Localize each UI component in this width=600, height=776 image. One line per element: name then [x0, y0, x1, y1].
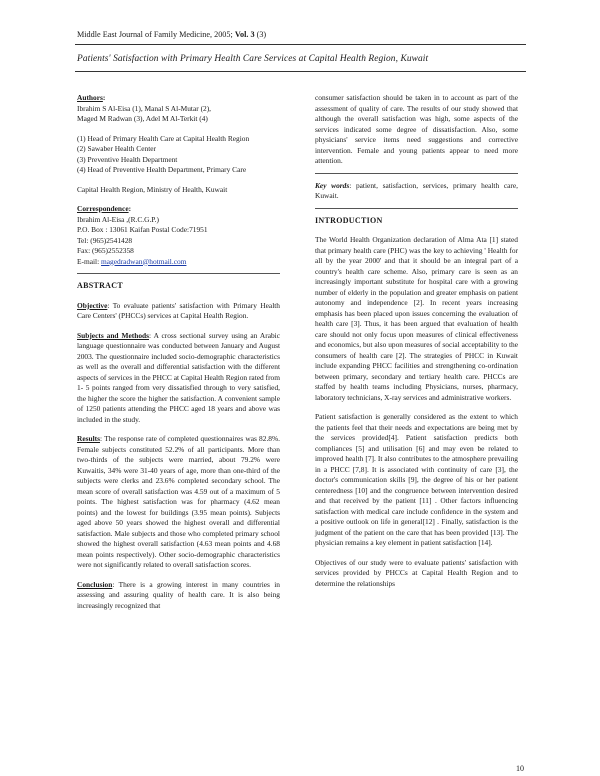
affiliation-2: (2) Sawaber Health Center: [77, 144, 157, 153]
right-column: [315, 93, 518, 589]
authors-line-1: Ibrahim S Al-Eisa (1), Manal S Al-Mutar (2),: [77, 103, 212, 113]
email-link[interactable]: magedradwan@hotmail.com: [101, 256, 187, 266]
abstract-heading: ABSTRACT: [77, 281, 123, 290]
header-rule: [75, 44, 526, 45]
running-header: Middle East Journal of Family Medicine, 2005; Vol. 3 (3): [77, 30, 267, 39]
institution: Capital Health Region, Ministry of Health, Kuwait: [77, 184, 228, 194]
keywords-separator: [315, 173, 518, 174]
introduction-paragraph-2: Patient satisfaction is generally considered as the extent to which the patients feel that their needs and expectations are being met by the services provided[4]. Patient satisfaction predicts both compliances [5] and utilisation [6] and may even be related to improved health [7]. It also contributes to the atmosphere prevailing in a PHCC [7,8]. It is associated with continuity of care [3], the doctor's communication skills [9], the degree of his or her patient centeredness [10] and the congruence between intervention desired and that received by the patient [11] . Other factors influencing satisfaction with medical care include confidence in the system and a positive outlook on life in general[12] . Finally, satisfaction is the judgment of the patient on the care that has been provided [13]. The physician remains a key element in patient satisfaction [14].: [315, 412, 518, 547]
abstract-methods: Subjects and Methods: A cross sectional survey using an Arabic language questionnaire was conducted between January and August 2003. The questionnaire included socio-demographic characteristics as well as the overall and differential satisfaction with the different aspects of services in the PHCC at Capital Health Region rated from 1- 5 points ranged from very dissatisfied through to very satisfied, the higher the score the higher the satisfaction. A convenient sample of 1250 patients attending the PHCC aged 18 years and above was included in the study.: [77, 330, 281, 424]
abstract-results: Results: The response rate of completed questionnaires was 82.8%. Female subjects constituted 52.2% of all participants. More than two-thirds of the subjects were married, about 79.2% were Kuwaitis, 34% were 31-40 years of age, more than one-third of the subjects were clerks and 23.6% completed secondary school. The mean score of overall satisfaction was 4.59 out of a maximum of 5 points. The highest satisfaction was for pharmacy (4.62 mean points) and the lowest for buildings (3.95 mean points). Subjects aged above 50 years showed the highest overall and differential satisfaction. Male subjects and those who completed primary school showed the highest overall satisfaction (4.63 mean points and 4.68 mean points respectively). Other socio-demographic characteristics were not significantly related to overall satisfaction scores.: [77, 434, 280, 569]
abstract-conclusion-continued: consumer satisfaction should be taken in to account as part of the assessment of quality of care. The results of our study showed that although the overall satisfaction was high, some aspects of the services indicated some degree of dissatisfaction. Also, some physicians' service items need suggestions and corrective intervention. Female and young patients appear to need more attention.: [315, 93, 518, 165]
abstract-conclusion: Conclusion: There is a growing interest in many countries in assessing and assuring quality of health care. It is also being increasingly recognized that: [77, 579, 280, 610]
introduction-heading: INTRODUCTION: [315, 215, 383, 225]
keywords: Key words: patient, satisfaction, services, primary health care, Kuwait.: [315, 180, 518, 200]
affiliation-4: (4) Head of Preventive Health Department, Primary Care: [77, 165, 247, 174]
article-title: Patients' Satisfaction with Primary Health Care Services at Capital Health Region, Kuwait: [77, 54, 429, 64]
correspondence-name: Ibrahim Al-Eisa ,(R.C.G.P.): [77, 214, 159, 224]
abstract-objective: Objective: To evaluate patients' satisfaction with Primary Health Care Centers' (PHCCs) services at Capital Health Region.: [77, 300, 280, 320]
affiliation-1: (1) Head of Primary Health Care at Capital Health Region: [77, 133, 250, 143]
correspondence-tel: Tel: (965)2541428: [77, 235, 133, 245]
introduction-separator: [315, 208, 518, 209]
correspondence-heading: Correspondence: [77, 204, 129, 213]
correspondence-fax: Fax: (965)2552358: [77, 246, 134, 255]
introduction-paragraph-1: The World Health Organization declaration of Alma Ata [1] stated that primary health care (PHC) was the key to achieving ' Health for all by the year 2000' and that it should be an integral part of a country's health care scheme. Also, primary care is seen as an increasingly important substitute for hospital care with a growing number of elderly in the population and greater emphasis on patient autonomy and independence [2]. In recent years increasing emphasis has been placed upon issues concerning the evaluation of health care [3]. Thus, it has been argued that evaluation of health care should not only focus upon measures of clinical effectiveness and economics, but also upon measures of social acceptability to the consumers of health care [2]. The strategies of PHCC in Kuwait include expanding PHCC facilities and strengthening co-ordination between primary, secondary and tertiary health care. PHCCs are staffed by health teams including Physicians, nurses, pharmacy, laboratory technicians, X-ray services and administrative workers.: [315, 235, 518, 402]
affiliation-3: (3) Preventive Health Department: [77, 154, 178, 164]
authors-heading: Authors: [77, 93, 103, 102]
page-number: 10: [516, 764, 524, 773]
introduction-paragraph-3: Objectives of our study were to evaluate patients' satisfaction with services provided by PHCCs at Capital Health Region and to determine the relationships: [315, 557, 518, 588]
abstract-separator: [77, 273, 280, 274]
authors-line-2: Maged M Radwan (3), Adel M Al-Terkit (4): [77, 114, 208, 123]
title-rule: [75, 71, 526, 72]
correspondence-po-box: P.O. Box : 13061 Kaifan Postal Code:71951: [77, 225, 208, 234]
left-column: Authors: Ibrahim S Al-Eisa (1), Manal S Al-Mutar (2), Maged M Radwan (3), Adel M Al-Terkit (4) (1) Head of Primary Health Care at Capital Health Region (2) Sawaber Health Center (3) Preventive Health Department (4) Head of Preventive Health Department, Primary Care Capital Health Region, Ministry of Health, Kuwait Correspondence: Ibrahim Al-Eisa ,(R.C.G.P.) P.O. Box : 13061 Kaifan Postal Code:71951 Tel: (965)2541428 Fax: (965)2552358 E-mail: magedradwan@hotmail.com ABSTRACT Objective: To evaluate patients' satisfaction with Primary Health Care Centers' (PHCCs) services at Capital Health Region. Subjects and Methods: A cross sectional survey using an Arabic language questionnaire was conducted between January and August 2003. The questionnaire included socio-demographic characteristics as well as the overall and differential satisfaction with the different aspects of services in the PHCC at Capital Health Region rated from 1- 5 points ranged from very dissatisfied through to very satisfied, the higher the score the higher the satisfaction. A convenient sample of 1250 patients attending the PHCC aged 18 years and above was included in the study. Results: The response rate of completed questionnaires was 82.8%. Female subjects constituted 52.2% of all participants. More than two-thirds of the subjects were married, about 79.2% were Kuwaitis, 34% were 31-40 years of age, more than one-third of the subjects were clerks and 23.6% completed secondary school. The mean score of overall satisfaction was 4.59 out of a maximum of 5 points. The highest satisfaction was for pharmacy (4.62 mean points) and the lowest for buildings (3.95 mean points). Subjects aged above 50 years showed the highest overall and differential satisfaction. Male subjects and those who completed primary school showed the highest overall satisfaction (4.63 mean points and 4.68 mean points respectively). Other socio-demographic characteristics were not significantly related to overall satisfaction scores. Conclusion: There is a growing interest in many countries in assessing and assuring quality of health care. It is also being increasingly recognized that: [77, 93, 281, 610]
